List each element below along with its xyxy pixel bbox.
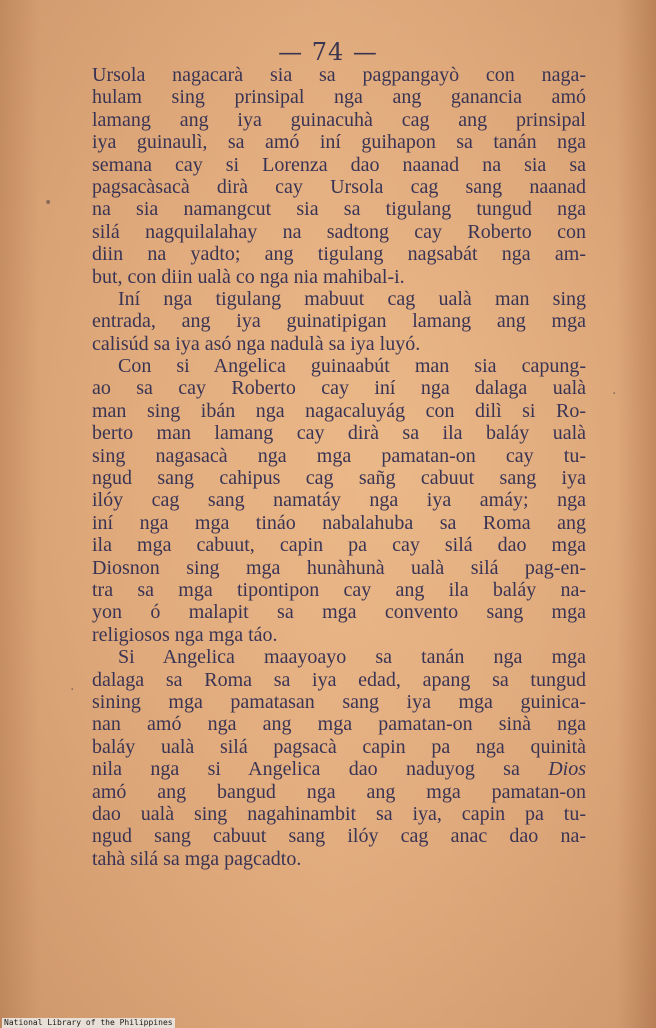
- italic-word: Dios: [548, 758, 586, 781]
- text-line: lamang ang iya guinacuhà cag ang prinsipal: [92, 108, 586, 131]
- paragraph-start-line: Con si Angelica guinaabút man sia capung-: [118, 355, 586, 378]
- text-line: na sia namangcut sia sa tigulang tungud nga: [92, 198, 586, 221]
- text-line: but, con diin ualà co nga nia mahibal-i.: [92, 265, 405, 288]
- paragraph-start-line: Iní nga tigulang mabuut cag ualà man sing: [118, 287, 586, 310]
- text-line: diin na yadto; ang tigulang nagsabát nga am-: [92, 243, 586, 266]
- text-line: nila nga si Angelica dao naduyog sa Dios: [92, 758, 586, 781]
- text-line: iní nga mga tináo nabalahuba sa Roma ang: [92, 511, 586, 534]
- text-line: ngud sang cabuut sang ilóy cag anac dao na-: [92, 825, 586, 848]
- text-line: amó ang bangud nga ang mga pamatan-on: [92, 780, 586, 803]
- text-line: pagsacàsacà dirà cay Ursola cag sang naanad: [92, 175, 586, 198]
- text-line: berto man lamang cay dirà sa ila baláy ualà: [92, 422, 586, 445]
- text-line: religiosos nga mga táo.: [92, 623, 278, 646]
- speck-mark: •: [44, 195, 53, 211]
- library-credit: National Library of the Philippines: [4, 1018, 173, 1027]
- text-line: ngud sang cahipus cag sañg cabuut sang iya: [92, 467, 586, 490]
- text-line: Diosnon sing mga hunàhunà ualà silá pag-en-: [92, 556, 586, 579]
- text-line: tra sa mga tipontipon cay ang ila baláy na-: [92, 578, 586, 601]
- page-number: — 74 —: [278, 38, 378, 66]
- text-line: Ursola nagacarà sia sa pagpangayò con naga-: [92, 64, 586, 86]
- text-line: calisúd sa iya asó nga nadulà sa iya luyó.: [92, 332, 421, 355]
- text-line: ilóy cag sang namatáy nga iya amáy; nga: [92, 489, 586, 512]
- text-line: sining mga pamatasan sang iya mga guinica-: [92, 690, 586, 713]
- text-line: dao ualà sing nagahinambit sa iya, capin pa tu-: [92, 802, 586, 825]
- text-line: dalaga sa Roma sa iya edad, apang sa tungud: [92, 668, 586, 691]
- body-text: [92, 64, 586, 870]
- text-line: silá nagquilalahay na sadtong cay Roberto con: [92, 220, 586, 243]
- text-line: iya guinaulì, sa amó iní guihapon sa tanán nga: [92, 131, 586, 154]
- text-line: man sing ibán nga nagacaluyág con dilì si Ro-: [92, 399, 586, 422]
- speck-mark: ·: [612, 386, 617, 402]
- paragraph-start-line: Si Angelica maayoayo sa tanán nga mga: [118, 646, 586, 669]
- text-line: yon ó malapit sa mga convento sang mga: [92, 601, 586, 624]
- text-line: nan amó nga ang mga pamatan-on sinà nga: [92, 713, 586, 736]
- text-line: baláy ualà silá pagsacà capin pa nga quinità: [92, 735, 586, 758]
- text-line: hulam sing prinsipal nga ang ganancia amó: [92, 86, 586, 109]
- text-line: ao sa cay Roberto cay iní nga dalaga ualà: [92, 377, 586, 400]
- text-line: tahà silá sa mga pagcadto.: [92, 847, 302, 870]
- text-line: semana cay si Lorenza dao naanad na sia sa: [92, 153, 586, 176]
- text-line: sing nagasacà nga mga pamatan-on cay tu-: [92, 444, 586, 467]
- text-line: ila mga cabuut, capin pa cay silá dao mga: [92, 534, 586, 557]
- speck-mark: ·: [70, 682, 75, 698]
- text-line: entrada, ang iya guinatipigan lamang ang mga: [92, 310, 586, 333]
